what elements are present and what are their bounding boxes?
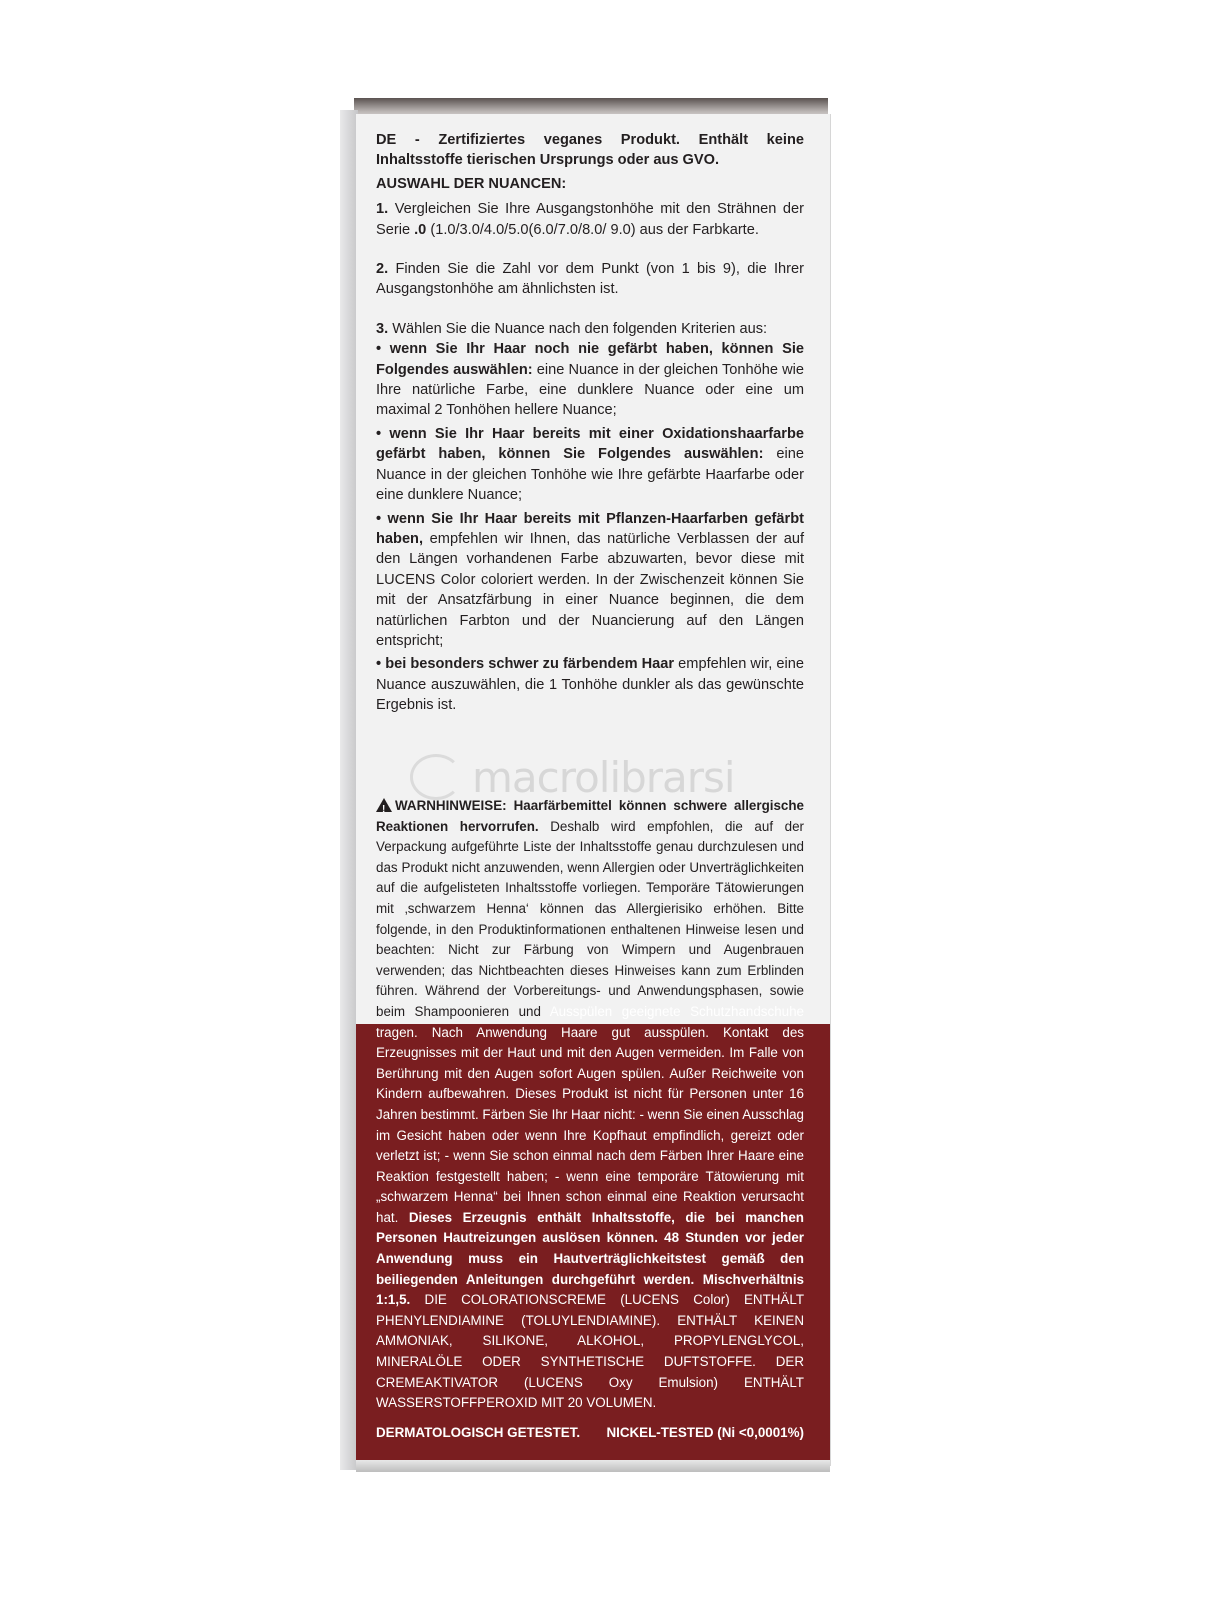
step-3-number: 3. xyxy=(376,320,389,337)
bullet-hard-to-color xyxy=(376,654,804,715)
step-3 xyxy=(376,319,804,339)
bullet-1-text: eine Nuance in der gleichen Tonhöhe wie Ihre natürliche Farbe, eine dunklere Nuance oder eine um maximal 2 Tonhöhen hellere Nuance; xyxy=(376,361,804,419)
footer xyxy=(376,1425,804,1440)
bullet-3-text: empfehlen wir Ihnen, das natürliche Verblassen der auf den Längen vorhandenen Farbe abzuwarten, bevor diese mit LUCENS Color coloriert werden. In der Zwischenzeit können Sie mit der Ansatzfärbung in einer Nuance beginnen, die dem natürlichen Farbton und der Nuancierung auf den Längen entspricht; xyxy=(376,530,804,649)
box-bottom-edge xyxy=(356,1460,830,1472)
step-1-series: .0 xyxy=(414,221,427,238)
bullet-plant-colored xyxy=(376,509,804,652)
bullet-1-bold: • wenn Sie Ihr Haar noch nie gefärbt haben, können Sie Folgendes auswählen: xyxy=(376,341,804,378)
step-2-text: Finden Sie die Zahl vor dem Punkt (von 1 bis 9), die Ihrer Ausgangstonhöhe am ähnlichsten ist. xyxy=(376,261,804,298)
step-1-text-c: (1.0/3.0/4.0/5.0(6.0/7.0/8.0/ 9.0) aus der Farbkarte. xyxy=(426,221,759,238)
step-1 xyxy=(376,199,804,240)
warning-text xyxy=(376,796,804,1414)
step-1-number: 1. xyxy=(376,201,389,218)
warning-triangle-icon xyxy=(376,798,392,812)
bullet-3-bold: • wenn Sie Ihr Haar bereits mit Pflanzen-Haarfarben gefärbt haben, xyxy=(376,510,804,547)
step-2-number: 2. xyxy=(376,261,389,278)
bullet-4-text: empfehlen wir, eine Nuance auszuwählen, die 1 Tonhöhe dunkler als das gewünschte Ergebnis ist. xyxy=(376,656,804,714)
bullet-2-text: eine Nuance in der gleichen Tonhöhe wie Ihre gefärbte Haarfarbe oder eine dunklere Nuance; xyxy=(376,446,804,504)
step-2 xyxy=(376,259,804,300)
watermark xyxy=(410,752,790,802)
bullet-2-bold: • wenn Sie Ihr Haar bereits mit einer Oxidationshaarfarbe gefärbt haben, können Sie Folgendes auswählen: xyxy=(376,425,804,463)
warning-text-3: DIE COLORATIONSCREME (LUCENS Color) ENTHÄLT PHENYLENDIAMINE (TOLUYLENDIAMINE). ENTHÄLT KEINEN AMMONIAK, SILIKONE, ALKOHOL, PROPYLENGLYCOL, MINERALÖLE ODER SYNTHETISCHE DUFTSTOFFE. DER CREMEAKTIVATOR (LUCENS Oxy Emulsion) ENTHÄLT WASSERSTOFFPEROXID MIT 20 VOLUMEN. xyxy=(376,1292,804,1411)
bullet-4-bold: • bei besonders schwer zu färbendem Haar xyxy=(376,656,675,673)
dermatologically-tested: DERMATOLOGISCH GETESTET. xyxy=(376,1425,581,1440)
step-3-text: Wählen Sie die Nuance nach den folgenden Kriterien aus: xyxy=(388,320,768,337)
nickel-tested: NICKEL-TESTED (Ni <0,0001%) xyxy=(606,1425,804,1440)
bullet-never-colored xyxy=(376,339,804,421)
warning-bold-1: Haarfärbemittel können schwere allergische Reaktionen hervorrufen. xyxy=(376,798,804,834)
watermark-text: macrolibrarsi xyxy=(472,752,735,802)
warning-text-2: Ausspülen geeignete Schutzhandschuhe tragen. Nach Anwendung Haare gut ausspülen. Kontakt des Erzeugnisses mit der Haut und mit den Augen vermeiden. Im Falle von Berührung mit den Augen sofort Augen spülen. Außer Reichweite von Kindern aufbewahren. Dieses Produkt ist nicht für Personen unter 16 Jahren bestimmt. Färben Sie Ihr Haar nicht: - wenn Sie einen Ausschlag im Gesicht haben oder wenn Ihre Kopfhaut empfindlich, gereizt oder verletzt ist; - wenn Sie schon einmal nach dem Färben Ihrer Haare eine Reaktion festgestellt haben; - wenn eine temporäre Tätowierung mit „schwarzem Henna“ bei Ihnen schon einmal eine Reaktion verursacht hat. xyxy=(376,1003,804,1225)
nuances-heading: AUSWAHL DER NUANCEN: xyxy=(376,175,567,192)
warning-text-1: Deshalb wird empfohlen, die auf der Verpackung aufgeführte Liste der Inhaltsstoffe genau durchzulesen und das Produkt nicht anzuwenden, wenn Allergien oder Unverträglichkeiten auf die aufgelisteten Inhaltsstoffe vorliegen. Temporäre Tätowierungen mit ‚schwarzem Henna‘ können das Allergierisiko erhöhen. Bitte folgende, in den Produktinformationen enthaltenen Hinweise lesen und beachten: Nicht zur Färbung von Wimpern und Augenbrauen verwenden; das Nichtbeachten dieses Hinweises kann zum Erblinden führen. Während der Vorbereitungs- und Anwendungsphasen, sowie beim Shampoonieren und xyxy=(376,818,804,1019)
step-1-text-a: Vergleichen Sie Ihre Ausgangstonhöhe mit den Strähnen der Serie xyxy=(376,201,804,238)
leaf-logo-icon xyxy=(410,754,462,800)
vegan-statement: DE - Zertifiziertes veganes Produkt. Enthält keine Inhaltsstoffe tierischen Ursprungs oder aus GVO. xyxy=(376,132,804,169)
warning-bold-2: Dieses Erzeugnis enthält Inhaltsstoffe, die bei manchen Personen Hautreizungen auslösen können. 48 Stunden vor jeder Anwendung muss ein Hautverträglichkeitstest gemäß den beiliegenden Anleitungen durchgeführt werden. Mischverhältnis 1:1,5. xyxy=(376,1209,804,1308)
warning-label: WARNHINWEISE: xyxy=(395,798,507,813)
instructions-text xyxy=(376,130,804,716)
bullet-oxidation-colored xyxy=(376,424,804,506)
